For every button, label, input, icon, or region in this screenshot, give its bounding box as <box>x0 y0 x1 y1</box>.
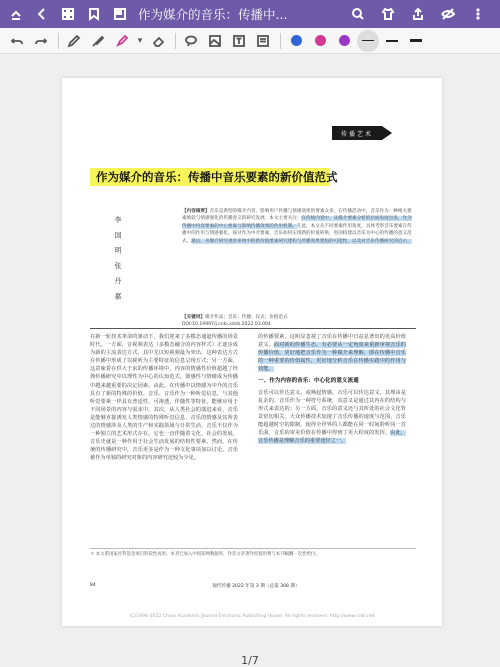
body-column-left: 在新一轮技术革命的驱动下，我们迎来了多模态通道传播的场景时代。一方面，音视频表达（多模态融合的内容样式）正逐步成为新的主流表达方式，其中尤以短视频最为突出，这种表达方式在传播中形成了以视听为主要特征的信息呈现方式；另一方面，这意味着在供大于求的传播环境中，内容的情感性价值超越了经典传播研究中以理性为中心的认知范式，即感性与情绪成为传播中越来越重要的决定因素。由此，在传播中以情感为中介的音乐具有了新的特殊的价值。音乐、音乐作为一种听觉信息，与其他听觉要素一样具有普适性，可渗透，伴随性等特征，能够应用于不同场景的内容与需求中。其次，从人类社会的演进来看，音乐是能够直接诱发人类情感的特殊听觉信息，音乐的情感及其所表达的情感涉及人类的生产和实践领域与日常生活，音乐不仅作为一种独立的艺术形式存在，它也一直伴随着文化、社会的发展，音乐史就是一种作用于社会生活发展的结构性要素。然而，在传统的传播研究中，音乐更多是作为一种文化事项加以讨论，音乐被作为单独的研究对象的内容研究还较为少见。 <box>90 334 238 462</box>
dropdown-chevron-icon[interactable]: ▾ <box>137 35 143 46</box>
keywords-block <box>182 314 414 328</box>
line-thin-option[interactable] <box>357 30 379 52</box>
abstract <box>182 208 414 311</box>
body-column-right <box>258 333 406 445</box>
abstract-highlight-1: 在传统内容中，从媒介要素分析的层面角度出发，作为传播中内容要素的中心要素与影响传播效果的作用机制。 <box>182 216 412 229</box>
body-text-2: 音乐可以传达意义，或唤起情感。音乐可以传达意义，其理由是复杂的。音乐作为一种符号系统，其意义是通过其内在的结构与形式来表达的；另一方面，音乐的意义还与其所处的社会文化背景密切相关。大众传播技术加速了音乐传播的速度与范围，音乐能超越时空的限制，使得全世界的人都能在同一时间聆听同一首乐曲，音乐的审美价值在传播中得到了更大程度的发挥。 <box>258 389 406 437</box>
line-thick-option[interactable] <box>405 30 427 52</box>
section-heading: 一、作为内容的音乐：中心化的意义流通 <box>258 378 359 385</box>
back-icon[interactable] <box>32 4 52 24</box>
document-icon <box>110 4 130 24</box>
abstract-text-2: 在此，本文从不同要素作用角度，具体考察音乐要素在传播中的作用与情感强化，探讨作为中介要素，音乐如何实现新的价值转换，进而构建以音乐为中心的传播的意义范式。 <box>182 223 412 244</box>
copyright-line: (C)1994-2022 China Academic Journal Electronic Publishing House. All rights reserved. http://www.cnki.net <box>129 614 375 619</box>
highlighter-icon[interactable] <box>111 30 133 52</box>
toolbar-divider <box>58 33 59 49</box>
page-number: 84 <box>90 583 96 588</box>
color-blue-swatch[interactable] <box>285 30 307 52</box>
body-text: 的传播要素，这明显忽视了音乐在传播中日益显著出的更高价值意义。 <box>258 334 406 349</box>
document-title: 作为媒介的音乐：传播中... <box>138 7 288 22</box>
authors: 李 国 明 张 丹 嘉 <box>114 216 122 303</box>
grid-icon[interactable] <box>58 4 78 24</box>
footnote: ＊ 本文系国家社科基金项目阶段性成果。本刊已加入中国知网数据库，作者文章著作权使用费与本刊稿酬一次性给付。 <box>90 548 416 559</box>
search-icon[interactable] <box>348 4 368 24</box>
text-icon[interactable] <box>228 30 250 52</box>
color-pink-swatch[interactable] <box>309 30 331 52</box>
article-title: 作为媒介的音乐：传播中音乐要素的新价值范式 <box>96 170 338 184</box>
body-highlight: 面对新的传播生态，有必要从一定角度来重新审视音乐的传播价值，更好地把音乐作为一种媒介来理解，即在传播中音乐的一种重要的价值属性，更好地分析音乐在传播实践中的作用与效能。 <box>258 342 406 373</box>
lasso-icon[interactable] <box>180 30 202 52</box>
sticky-note-icon[interactable] <box>252 30 274 52</box>
bookmark-icon[interactable] <box>84 4 104 24</box>
line-medium-option[interactable] <box>381 30 403 52</box>
fountain-pen-icon[interactable] <box>87 30 109 52</box>
more-icon[interactable] <box>468 4 488 24</box>
app-topbar <box>0 0 500 28</box>
undo-icon[interactable] <box>6 30 28 52</box>
toolbar-divider <box>280 33 281 49</box>
page-footer <box>90 583 416 589</box>
pen-icon[interactable] <box>63 30 85 52</box>
body-highlight-2: 由此，音乐传播是理解音乐的重要途径之一。 <box>258 430 406 445</box>
journal-info: 现代传播 2022 年第 3 期（总第 308 期） <box>212 584 300 589</box>
redo-icon[interactable] <box>30 30 52 52</box>
color-purple-swatch[interactable] <box>333 30 355 52</box>
keywords: 媒介作品；音乐；传播；仪式；价值范式 <box>204 315 288 320</box>
section-badge: 传播艺术 <box>332 126 382 140</box>
image-icon[interactable] <box>204 30 226 52</box>
keywords-label: 【关键词】 <box>182 315 205 320</box>
visibility-off-icon[interactable] <box>438 4 458 24</box>
abstract-label: 【内容摘要】 <box>182 209 210 214</box>
section-divider <box>90 328 416 329</box>
collapse-icon[interactable] <box>6 4 26 24</box>
eraser-icon[interactable] <box>147 30 169 52</box>
doi: DOI:10.19997/j.cnki.xdcb.2022.03.004 <box>182 322 271 327</box>
page-indicator: 1/7 <box>241 654 259 667</box>
abstract-text: 音乐是典型的媒介内容，影响用户传播与情感效果的要素众多，在传播活动中，音乐作为一种相关要素被较与情感强化的传播意义的研究发展，本文主要关注： <box>182 209 412 222</box>
annotation-toolbar <box>0 28 500 54</box>
theme-shirt-icon[interactable] <box>378 4 398 24</box>
share-icon[interactable] <box>408 4 428 24</box>
document-page <box>62 78 442 626</box>
toolbar-divider <box>175 33 176 49</box>
abstract-highlight-2: 最后，从媒介研究视角审视中的新价值要素研究建构与传播效果建构的可能性，以及对音乐传播研究的启示。 <box>191 238 412 244</box>
